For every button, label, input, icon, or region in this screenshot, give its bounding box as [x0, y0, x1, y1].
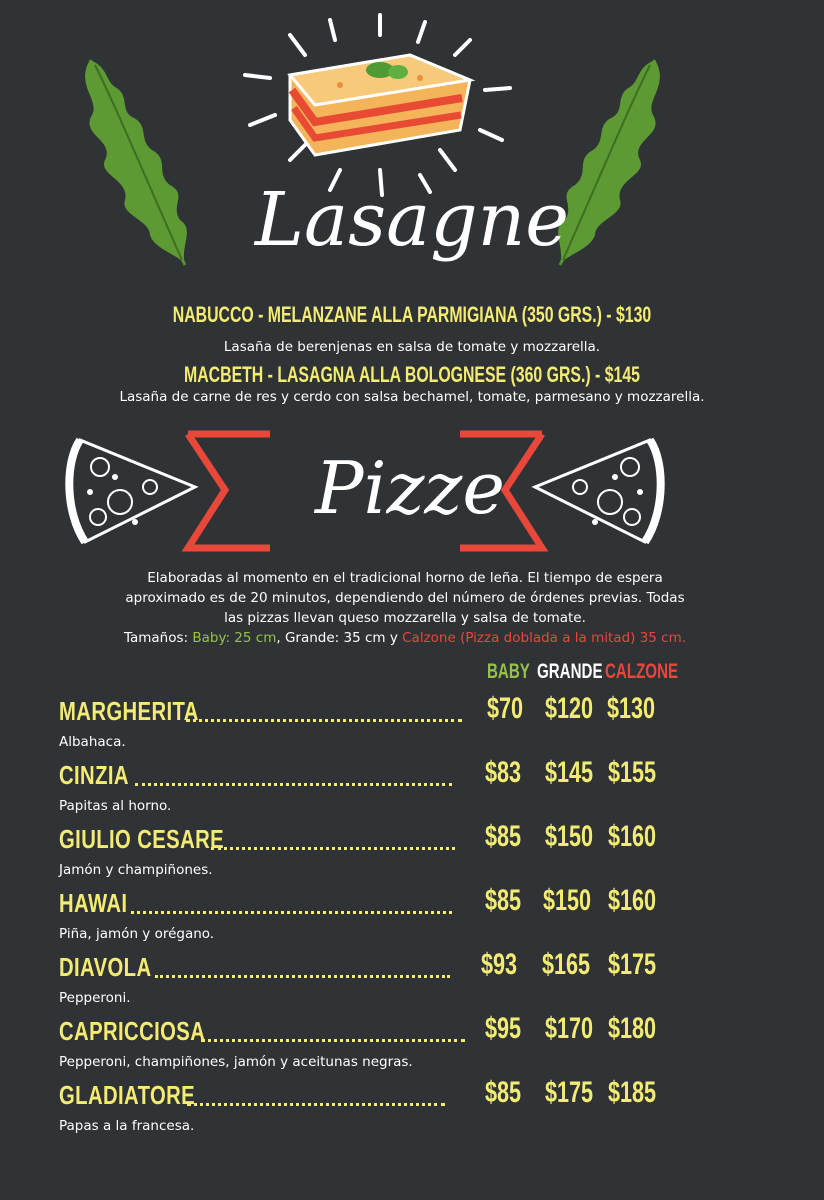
pizza-item-desc: Papitas al horno. — [59, 798, 172, 814]
column-header-grande: GRANDE — [537, 660, 603, 683]
price-calzone: $180 — [608, 1012, 657, 1045]
price-grande: $175 — [545, 1076, 594, 1109]
sizes-mid: , Grande: 35 cm y — [276, 630, 403, 646]
lasagna-illustration-icon — [230, 10, 520, 200]
price-baby: $95 — [485, 1012, 522, 1045]
pizza-item-desc: Jamón y champiñones. — [59, 862, 213, 878]
pizza-item-name: HAWAI — [59, 888, 128, 918]
pizze-intro-line: aproximado es de 20 minutos, dependiendo del número de órdenes previas. Todas — [125, 590, 685, 606]
price-baby: $70 — [487, 692, 524, 725]
price-calzone: $175 — [608, 948, 657, 981]
dot-leader — [187, 1103, 445, 1106]
price-baby: $85 — [485, 820, 522, 853]
pizze-sizes — [60, 628, 750, 648]
price-calzone: $185 — [608, 1076, 657, 1109]
price-baby: $85 — [485, 1076, 522, 1109]
lasagna-item-desc: Lasaña de berenjenas en salsa de tomate y mozzarella. — [223, 339, 601, 355]
pizza-item-desc: Pepperoni. — [59, 990, 131, 1006]
sizes-calzone: Calzone (Pizza doblada a la mitad) 35 cm. — [402, 630, 687, 646]
price-grande: $120 — [545, 692, 594, 725]
dot-leader — [201, 1039, 465, 1042]
price-grande: $170 — [545, 1012, 594, 1045]
pizza-item-name: CAPRICCIOSA — [59, 1016, 206, 1046]
pizza-item-name: CINZIA — [59, 760, 129, 790]
price-baby: $85 — [485, 884, 522, 917]
lasagna-item — [0, 362, 824, 388]
dot-leader — [186, 719, 462, 722]
pizze-intro-line: Elaboradas al momento en el tradicional horno de leña. El tiempo de espera — [147, 570, 663, 586]
pizza-item-name: DIAVOLA — [59, 952, 152, 982]
lasagne-title: Lasagne — [254, 177, 570, 263]
pizze-title: Pizze — [315, 446, 505, 530]
price-calzone: $160 — [608, 884, 657, 917]
pizza-item-desc: Pepperoni, champiñones, jamón y aceitunas negras. — [59, 1054, 413, 1070]
price-baby: $83 — [485, 756, 522, 789]
price-grande: $150 — [543, 884, 592, 917]
price-calzone: $130 — [607, 692, 656, 725]
price-baby: $93 — [481, 948, 518, 981]
column-header-calzone: CALZONE — [605, 660, 679, 683]
price-calzone: $160 — [608, 820, 657, 853]
price-calzone: $155 — [608, 756, 657, 789]
dot-leader — [135, 783, 452, 786]
pizze-intro-line: las pizzas llevan queso mozzarella y salsa de tomate. — [224, 610, 586, 626]
dot-leader — [131, 911, 452, 914]
price-grande: $150 — [545, 820, 594, 853]
dot-leader — [155, 975, 450, 978]
pizza-item-desc: Papas a la francesa. — [59, 1118, 195, 1134]
lasagna-item-name: MACBETH - LASAGNA ALLA BOLOGNESE (360 GRS.) - $145 — [184, 362, 640, 387]
pizze-intro — [60, 568, 750, 648]
column-header-baby: BABY — [487, 660, 530, 683]
lasagna-item-name: NABUCCO - MELANZANE ALLA PARMIGIANA (350 GRS.) - $130 — [172, 302, 652, 327]
dot-leader — [211, 847, 455, 850]
pizza-item-desc: Piña, jamón y orégano. — [59, 926, 215, 942]
pizza-item-name: GLADIATORE — [59, 1080, 196, 1110]
sizes-prefix: Tamaños: — [123, 630, 193, 646]
sizes-baby: Baby: 25 cm — [192, 630, 277, 646]
price-grande: $145 — [545, 756, 594, 789]
lasagna-item-desc: Lasaña de carne de res y cerdo con salsa bechamel, tomate, parmesano y mozzarella. — [119, 389, 705, 405]
price-grande: $165 — [542, 948, 591, 981]
pizza-item-name: MARGHERITA — [59, 696, 199, 726]
pizza-item-desc: Albahaca. — [59, 734, 126, 750]
lasagna-item — [0, 302, 824, 328]
pizza-item-name: GIULIO CESARE — [59, 824, 225, 854]
